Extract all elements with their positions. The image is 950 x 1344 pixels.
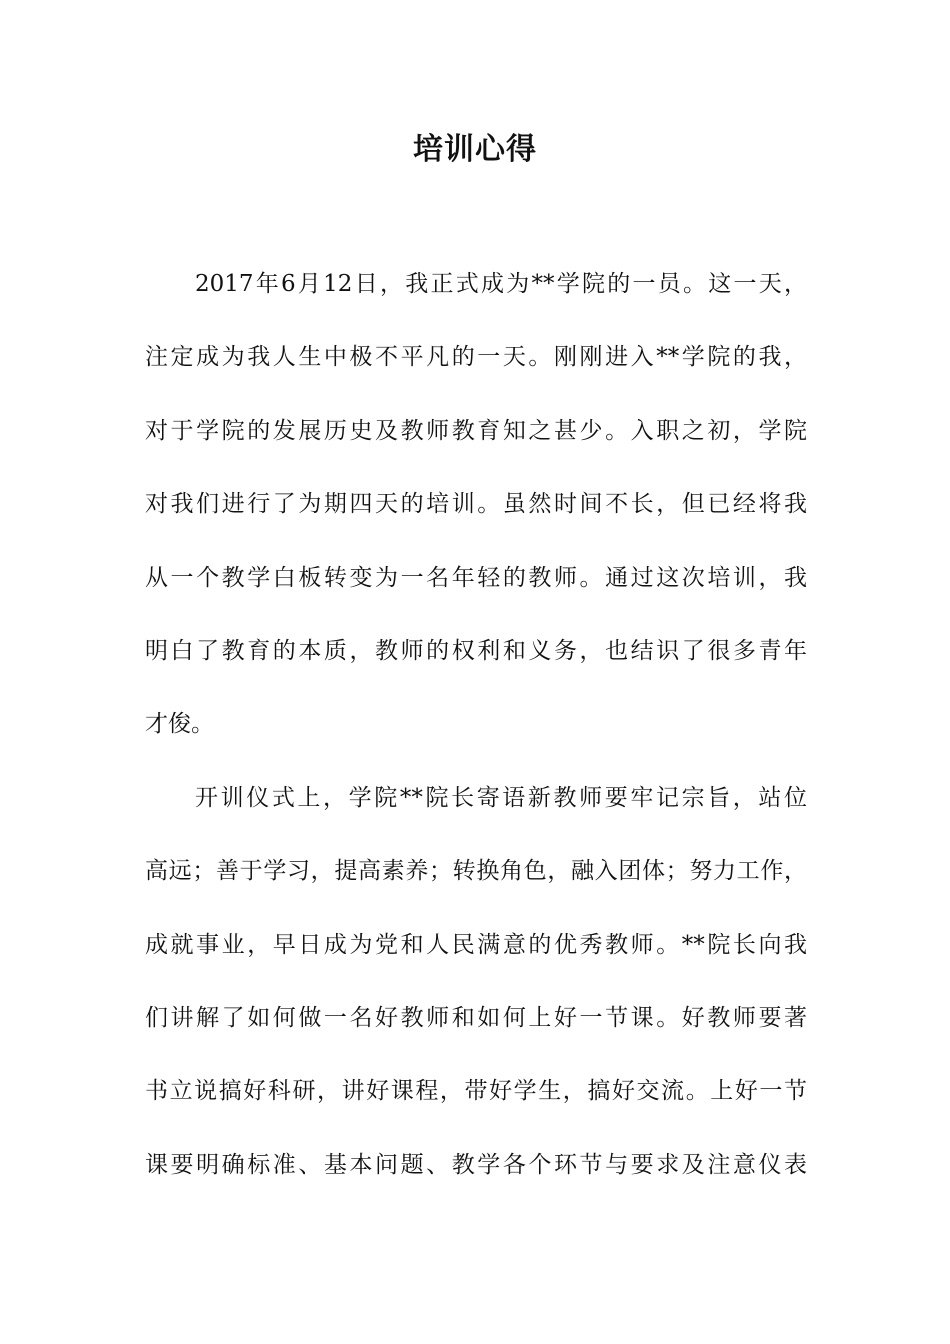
paragraph-line: 对我们进行了为期四天的培训。虽然时间不长，但已经将我	[145, 491, 807, 518]
paragraph-line: 成就事业，早日成为党和人民满意的优秀教师。**院长向我	[145, 931, 807, 958]
paragraph-line: 们讲解了如何做一名好教师和如何上好一节课。好教师要著	[145, 1004, 807, 1031]
paragraph-line: 注定成为我人生中极不平凡的一天。刚刚进入**学院的我，	[145, 344, 807, 371]
paragraph-line: 高远；善于学习，提高素养；转换角色，融入团体；努力工作，	[145, 858, 807, 885]
paragraph-line: 明白了教育的本质，教师的权利和义务，也结识了很多青年	[145, 637, 807, 664]
paragraph-line: 对于学院的发展历史及教师教育知之甚少。入职之初，学院	[145, 417, 807, 444]
document-body	[145, 260, 807, 1214]
paragraph-line: 才俊。	[145, 711, 214, 738]
document-title: 培训心得	[413, 132, 537, 167]
paragraph-line: 2017年6月12日，我正式成为**学院的一员。这一天，	[195, 271, 807, 297]
paragraph-line: 开训仪式上，学院**院长寄语新教师要牢记宗旨，站位	[195, 784, 807, 811]
paragraph-line: 从一个教学白板转变为一名年轻的教师。通过这次培训，我	[145, 564, 807, 591]
paragraph-line: 课要明确标准、基本问题、教学各个环节与要求及注意仪表	[145, 1151, 807, 1178]
paragraph-line: 书立说搞好科研，讲好课程，带好学生，搞好交流。上好一节	[145, 1078, 807, 1105]
